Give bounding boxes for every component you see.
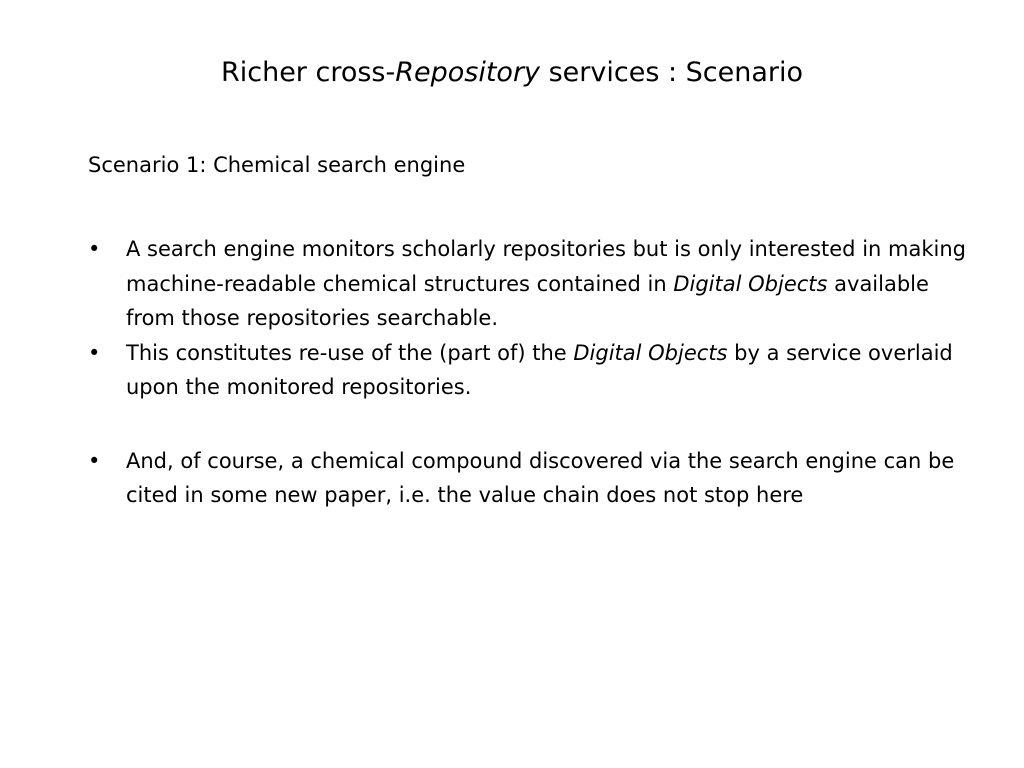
- scenario-heading: Scenario 1: Chemical search engine: [88, 153, 466, 177]
- bullet-text: This constitutes re-use of the (part of) the: [126, 340, 574, 365]
- title-text-post: services : Scenario: [540, 57, 804, 88]
- bullet-text: available from those repositories searchable.: [126, 271, 929, 330]
- title-text-pre: Richer cross-: [220, 57, 396, 88]
- bullet-marker: •: [88, 237, 101, 261]
- bullet-item: [88, 336, 968, 405]
- title-text-italic: Repository: [395, 57, 541, 88]
- bullet-text: A search engine monitors scholarly repositories but is only interested in making machine-readable chemical structures contained in: [126, 237, 966, 296]
- bullet-item: [88, 444, 968, 513]
- bullet-item: [88, 232, 968, 336]
- bullet-marker: •: [88, 340, 101, 365]
- bullet-text: And, of course, a chemical compound discovered via the search engine can be cited in some new paper, i.e. the value chain does not stop here: [126, 448, 955, 507]
- bullet-list: [88, 232, 968, 513]
- bullet-text-italic: Digital Objects: [573, 340, 728, 365]
- bullet-text: by a service overlaid upon the monitored repositories.: [126, 340, 953, 399]
- bullet-text-italic: Digital Objects: [673, 271, 828, 296]
- slide-title: [0, 54, 1024, 92]
- bullet-marker: •: [88, 448, 101, 473]
